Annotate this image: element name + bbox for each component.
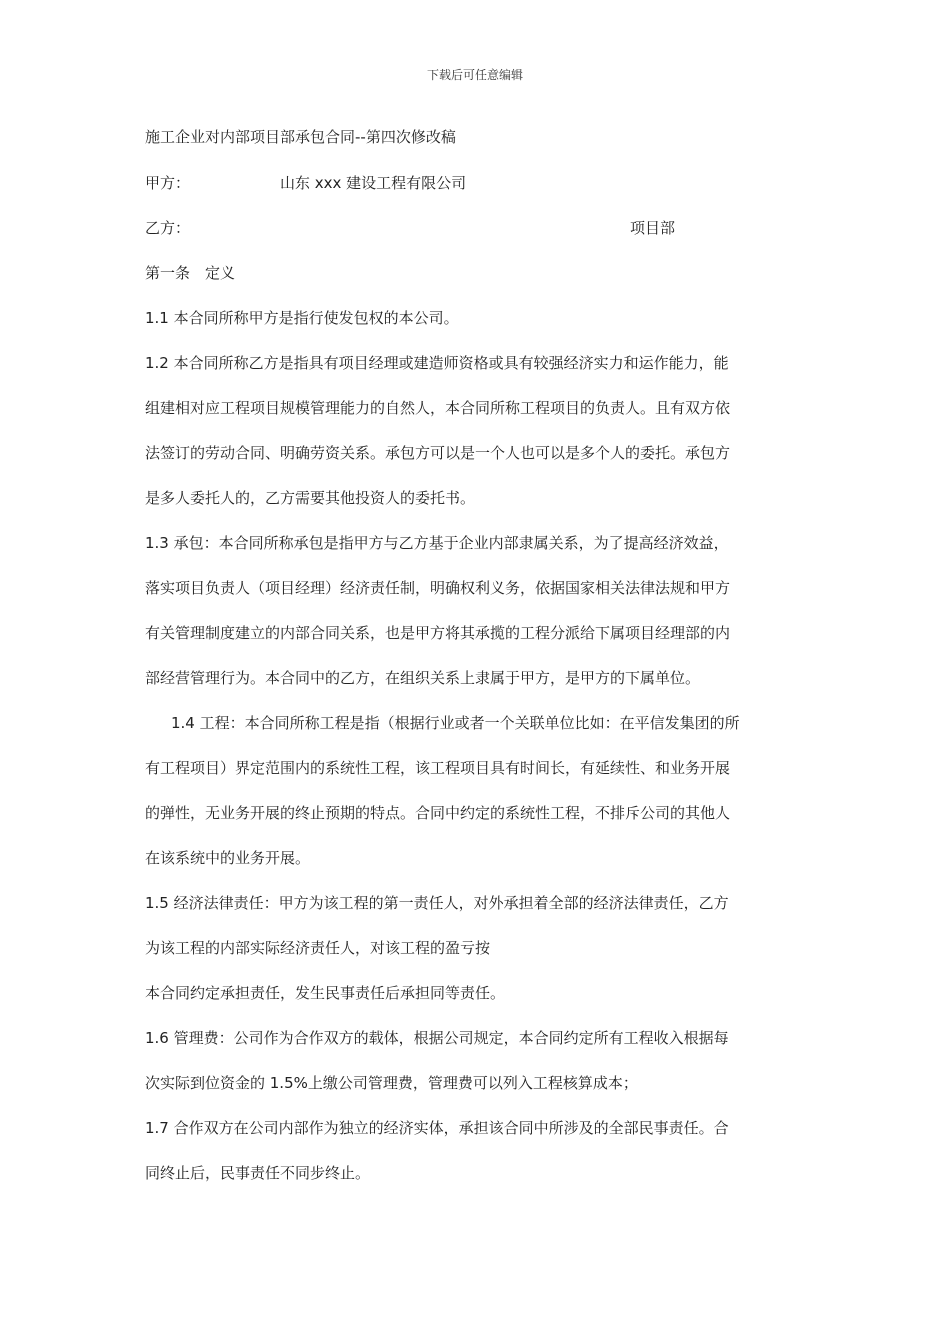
clause-line: 法签订的劳动合同、明确劳资关系。承包方可以是一个人也可以是多个人的委托。承包方: [145, 444, 731, 462]
party-b-label: 乙方：: [145, 219, 191, 237]
clause-line: 1.4 工程：本合同所称工程是指（根据行业或者一个关联单位比如：在平信发集团的所: [171, 714, 740, 732]
party-b-value: 项目部: [630, 219, 676, 237]
clause-line: 1.1 本合同所称甲方是指行使发包权的本公司。: [145, 309, 459, 327]
clause-line: 1.5 经济法律责任：甲方为该工程的第一责任人，对外承担着全部的经济法律责任，乙方: [145, 894, 729, 912]
clause-line: 组建相对应工程项目规模管理能力的自然人，本合同所称工程项目的负责人。且有双方依: [145, 399, 731, 417]
clause-line: 同终止后，民事责任不同步终止。: [145, 1164, 371, 1182]
clause-line: 部经营管理行为。本合同中的乙方，在组织关系上隶属于甲方，是甲方的下属单位。: [145, 669, 701, 687]
clause-line: 为该工程的内部实际经济责任人，对该工程的盈亏按: [145, 939, 491, 957]
clause-line: 落实项目负责人（项目经理）经济责任制，明确权利义务，依据国家相关法律法规和甲方: [145, 579, 731, 597]
clause-line: 1.2 本合同所称乙方是指具有项目经理或建造师资格或具有较强经济实力和运作能力，能: [145, 354, 729, 372]
document-title: 施工企业对内部项目部承包合同--第四次修改稿: [145, 128, 456, 146]
clause-line: 次实际到位资金的 1.5%上缴公司管理费，管理费可以列入工程核算成本；: [145, 1074, 638, 1092]
clause-line: 在该系统中的业务开展。: [145, 849, 311, 867]
party-a-value: 山东 xxx 建设工程有限公司: [280, 174, 467, 192]
party-a-label: 甲方：: [145, 174, 191, 192]
clause-line: 是多人委托人的，乙方需要其他投资人的委托书。: [145, 489, 476, 507]
clause-line: 有关管理制度建立的内部合同关系，也是甲方将其承揽的工程分派给下属项目经理部的内: [145, 624, 731, 642]
page-header: 下载后可任意编辑: [426, 68, 523, 82]
article-heading: 第一条 定义: [145, 264, 236, 282]
clause-line: 1.7 合作双方在公司内部作为独立的经济实体，承担该合同中所涉及的全部民事责任。合: [145, 1119, 729, 1137]
clause-line: 1.6 管理费：公司作为合作双方的载体，根据公司规定，本合同约定所有工程收入根据每: [145, 1029, 729, 1047]
clause-line: 1.3 承包：本合同所称承包是指甲方与乙方基于企业内部隶属关系，为了提高经济效益，: [145, 534, 729, 552]
clause-line: 的弹性，无业务开展的终止预期的特点。合同中约定的系统性工程，不排斥公司的其他人: [145, 804, 731, 822]
clause-line: 本合同约定承担责任，发生民事责任后承担同等责任。: [145, 984, 506, 1002]
clause-line: 有工程项目）界定范围内的系统性工程，该工程项目具有时间长，有延续性、和业务开展: [145, 759, 731, 777]
